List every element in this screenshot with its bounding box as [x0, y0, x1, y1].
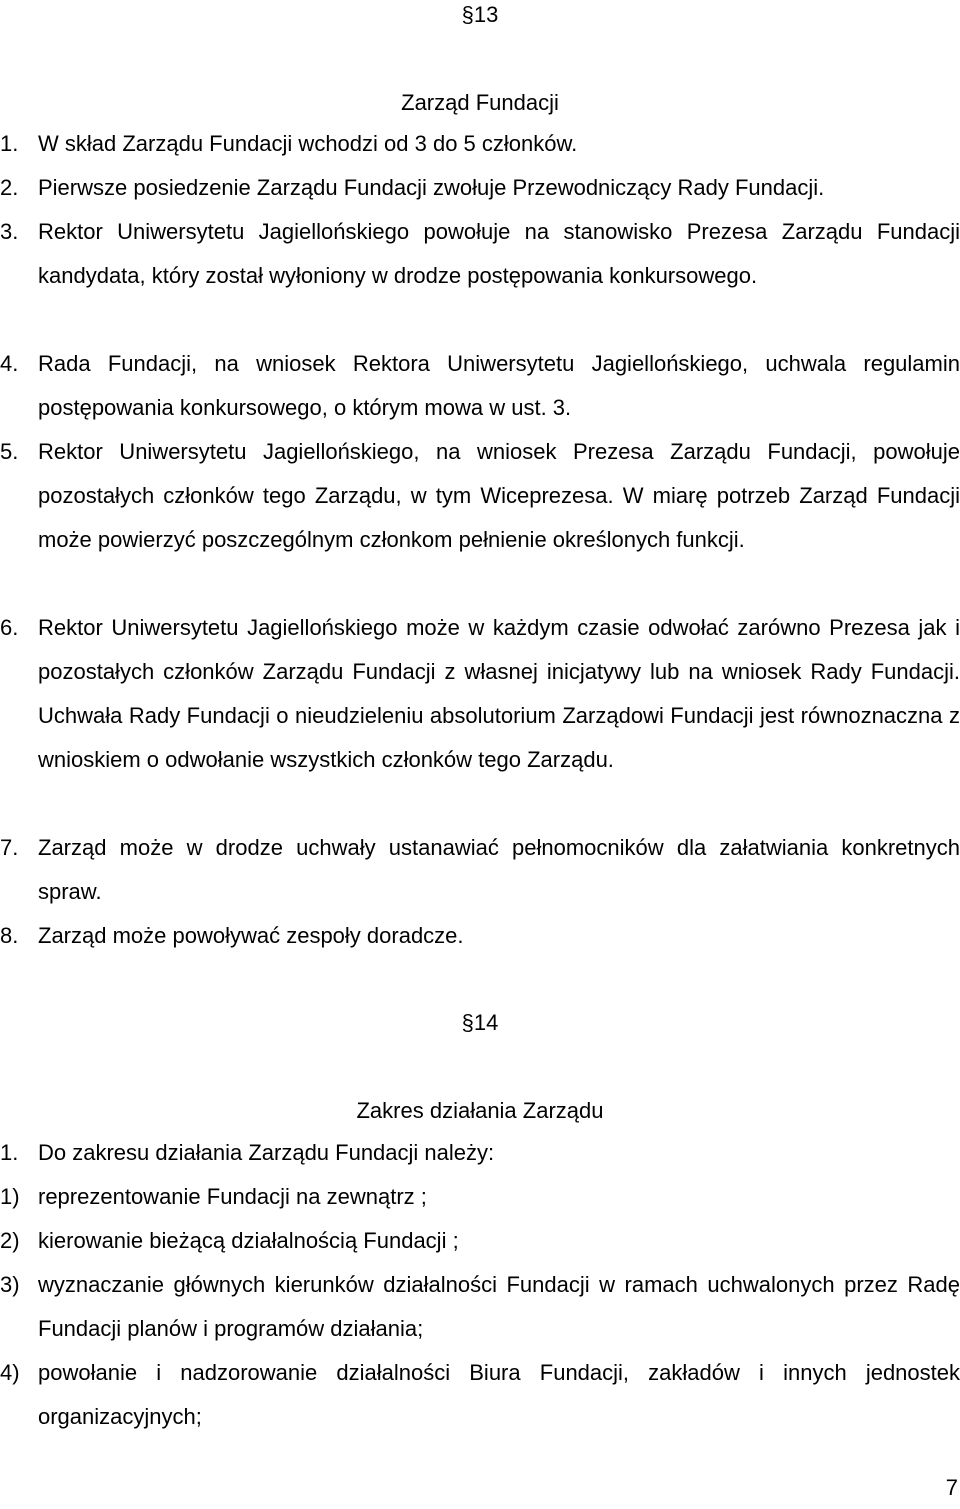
- item-text: Rektor Uniwersytetu Jagiellońskiego, na wniosek Prezesa Zarządu Fundacji, powołuje pozostałych członków tego Zarządu, w tym Wiceprezesa. W miarę potrzeb Zarząd Fundacji może powierzyć poszczególnym członkom pełnienie określonych funkcji.: [38, 439, 960, 552]
- item-number: 1.: [0, 131, 19, 156]
- item-number: 3): [0, 1272, 20, 1297]
- item-number: 3.: [0, 219, 19, 244]
- item-number: 2): [0, 1228, 20, 1253]
- item-number: 5.: [0, 439, 19, 464]
- item-number: 8.: [0, 923, 19, 948]
- item-text: Do zakresu działania Zarządu Fundacji należy:: [38, 1140, 495, 1165]
- section-13-heading: §13: [461, 2, 499, 27]
- item-text: powołanie i nadzorowanie działalności Biura Fundacji, zakładów i innych jednostek organizacyjnych;: [38, 1360, 960, 1429]
- item-text: Rektor Uniwersytetu Jagiellońskiego powołuje na stanowisko Prezesa Zarządu Fundacji kandydata, który został wyłoniony w drodze postępowania konkursowego.: [38, 219, 960, 288]
- item-number: 2.: [0, 175, 19, 200]
- item-text: Zarząd może powoływać zespoły doradcze.: [38, 923, 464, 948]
- item-text: Rektor Uniwersytetu Jagiellońskiego może w każdym czasie odwołać zarówno Prezesa jak i pozostałych członków Zarządu Fundacji z własnej inicjatywy lub na wniosek Rady Fundacji. Uchwała Rady Fundacji o nieudzieleniu absolutorium Zarządowi Fundacji jest równoznaczna z wnioskiem o odwołanie wszystkich członków tego Zarządu.: [38, 615, 960, 772]
- section-14-heading: §14: [461, 1010, 499, 1035]
- page-number: 7: [945, 1475, 958, 1500]
- item-text: kierowanie bieżącą działalnością Fundacji ;: [38, 1228, 459, 1253]
- item-text: W skład Zarządu Fundacji wchodzi od 3 do 5 członków.: [38, 131, 578, 156]
- section-14-title: Zakres działania Zarządu: [356, 1098, 604, 1123]
- item-text: Rada Fundacji, na wniosek Rektora Uniwersytetu Jagiellońskiego, uchwala regulamin postępowania konkursowego, o którym mowa w ust. 3.: [38, 351, 960, 420]
- item-text: reprezentowanie Fundacji na zewnątrz ;: [38, 1184, 427, 1209]
- item-text: Zarząd może w drodze uchwały ustanawiać pełnomocników dla załatwiania konkretnych spraw.: [38, 835, 960, 904]
- item-text: wyznaczanie głównych kierunków działalności Fundacji w ramach uchwalonych przez Radę Fundacji planów i programów działania;: [38, 1272, 960, 1341]
- section-13-title: Zarząd Fundacji: [401, 90, 559, 115]
- item-text: Pierwsze posiedzenie Zarządu Fundacji zwołuje Przewodniczący Rady Fundacji.: [38, 175, 825, 200]
- item-number: 7.: [0, 835, 19, 860]
- item-number: 1.: [0, 1140, 19, 1165]
- item-number: 6.: [0, 615, 19, 640]
- item-number: 1): [0, 1184, 20, 1209]
- item-number: 4.: [0, 351, 19, 376]
- item-number: 4): [0, 1360, 20, 1385]
